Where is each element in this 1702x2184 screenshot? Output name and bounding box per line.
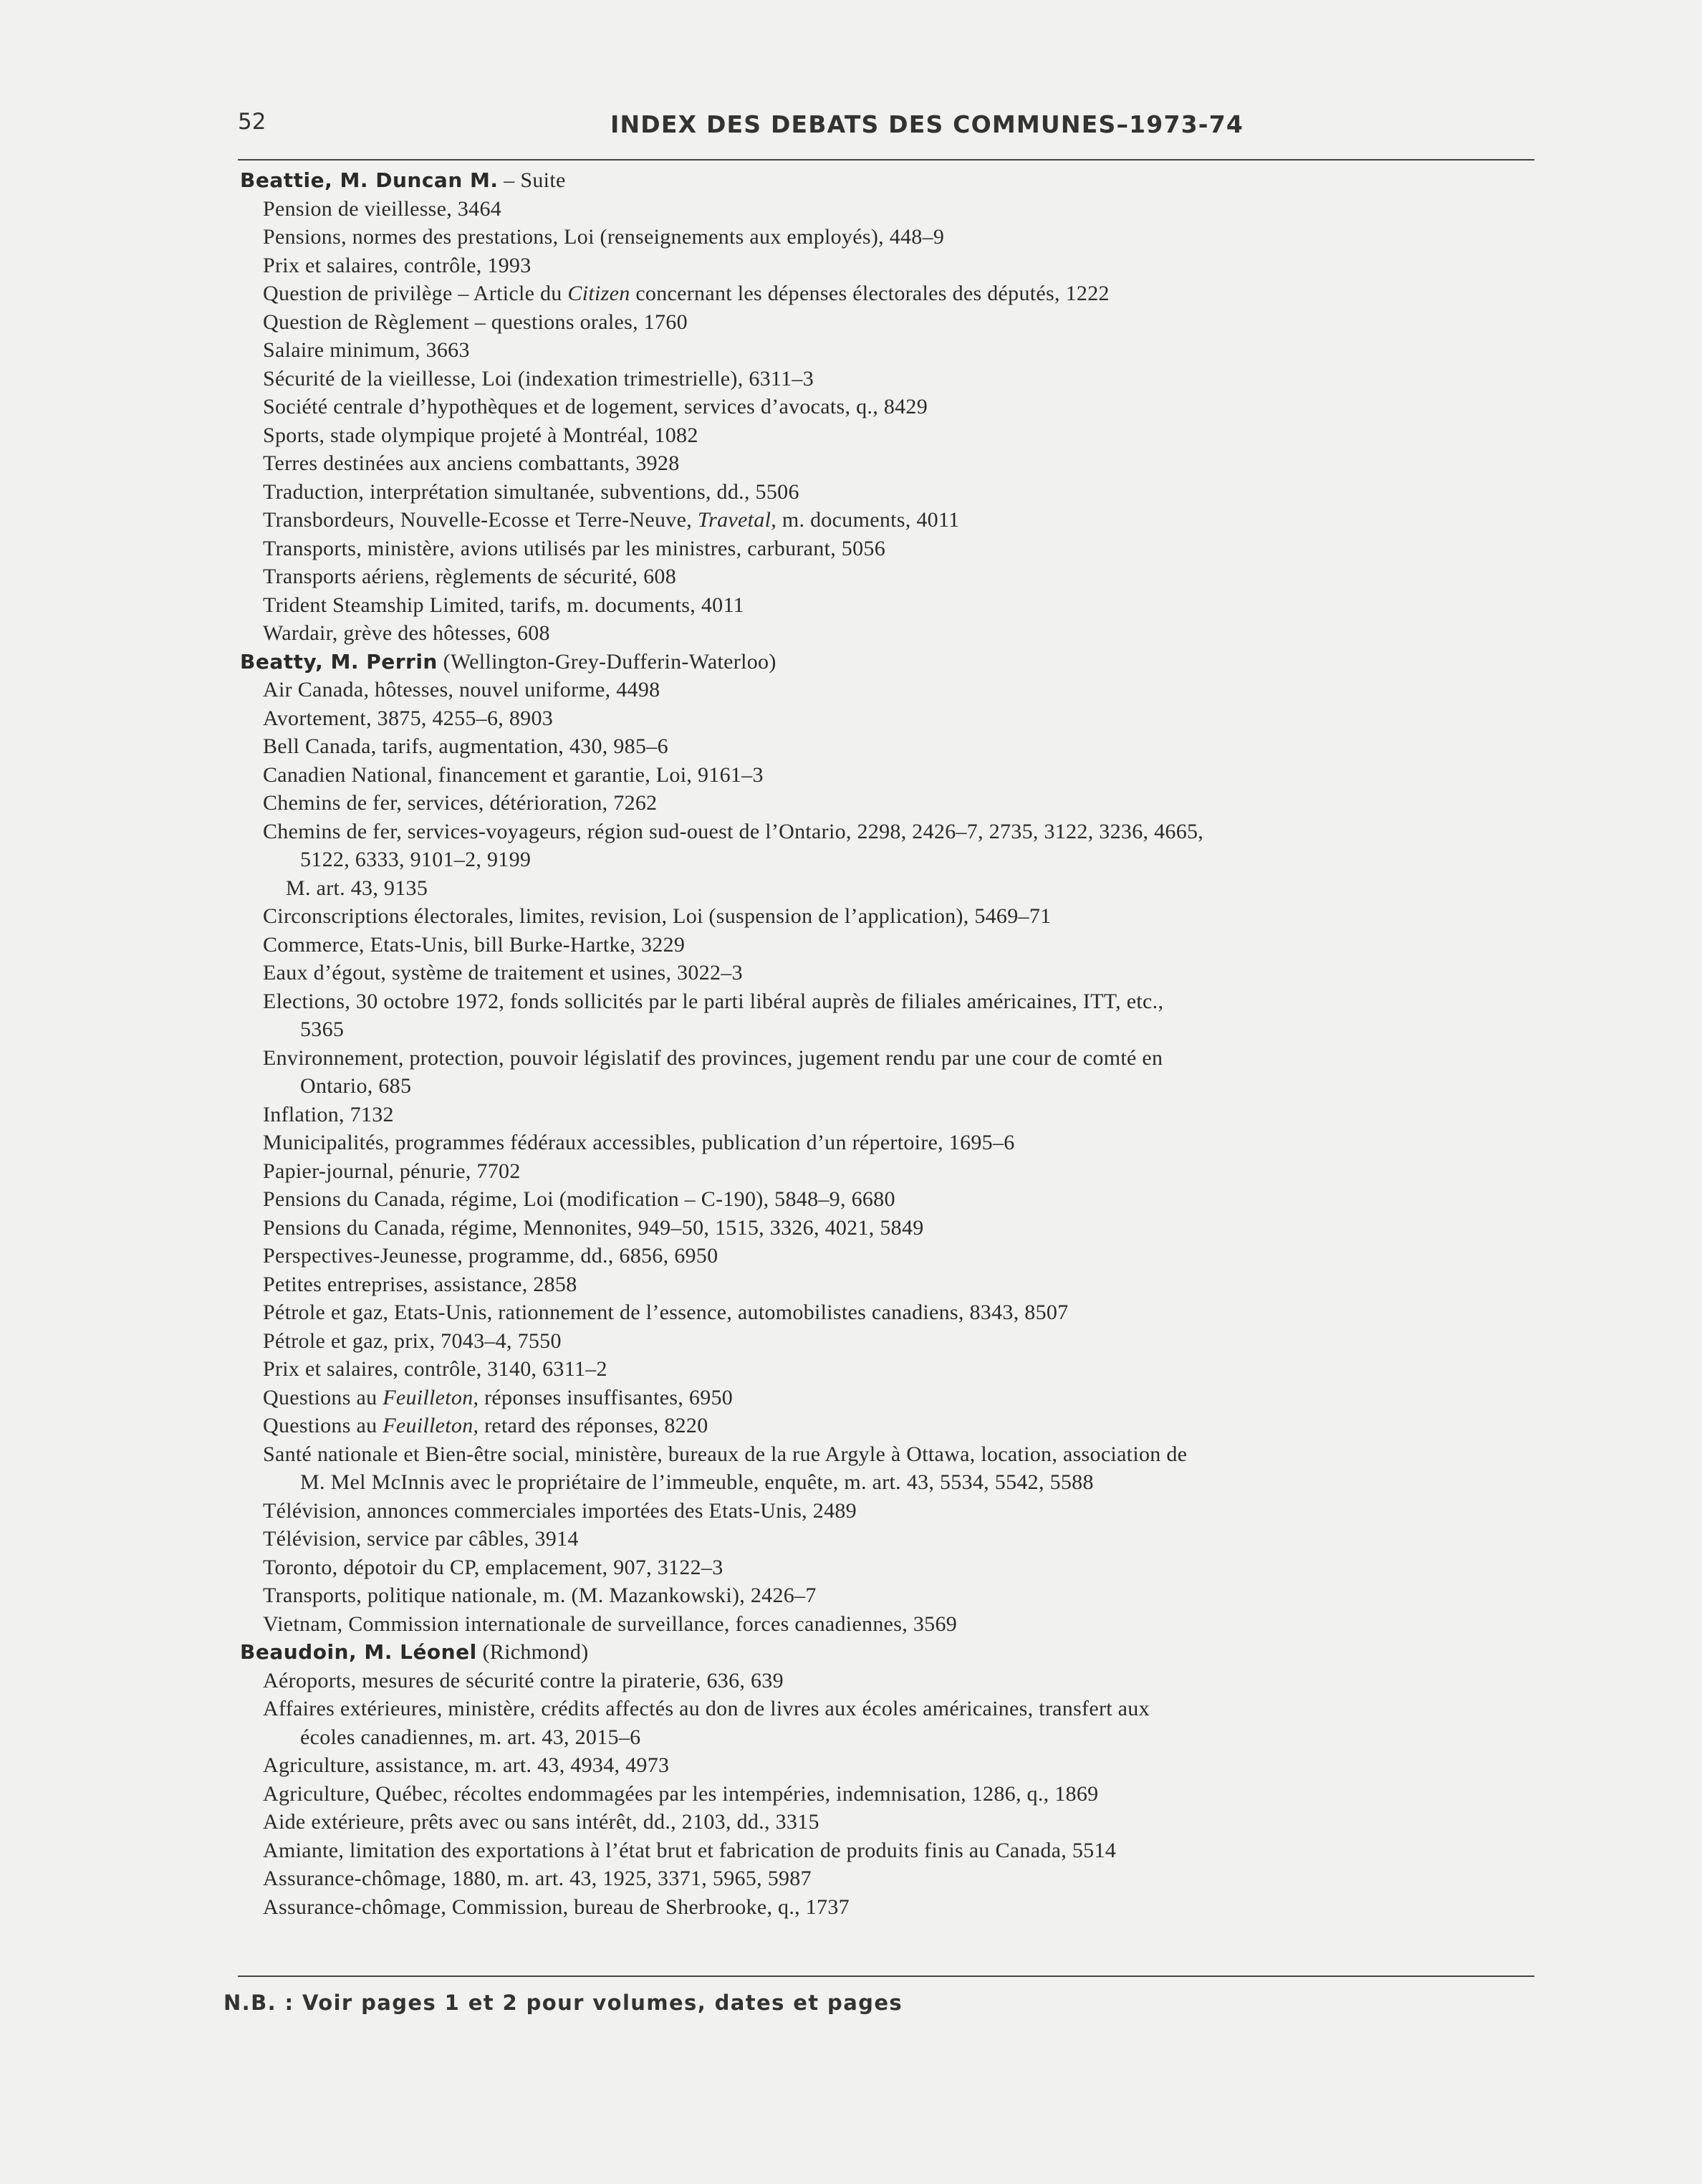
entry-text: concernant les dépenses électorales des députés, 1222 [630, 282, 1110, 305]
index-entry: Question de Règlement – questions orales, 1760 [263, 310, 688, 334]
index-entry: Toronto, dépotoir du CP, emplacement, 907, 3122–3 [263, 1555, 723, 1579]
index-heading [240, 1638, 1529, 1667]
index-entries [240, 166, 1529, 1921]
index-entry-continuation: 5122, 6333, 9101–2, 9199 [300, 848, 532, 871]
index-entry: Pensions du Canada, régime, Loi (modification – C-190), 5848–9, 6680 [263, 1187, 895, 1211]
index-entry: Assurance-chômage, Commission, bureau de Sherbrooke, q., 1737 [263, 1895, 850, 1919]
index-entry: Wardair, grève des hôtesses, 608 [263, 621, 550, 645]
index-entry: Prix et salaires, contrôle, 3140, 6311–2 [263, 1357, 607, 1381]
index-entry: Perspectives-Jeunesse, programme, dd., 6856, 6950 [263, 1244, 718, 1268]
index-entry [240, 279, 1529, 308]
footer-note: N.B. : Voir pages 1 et 2 pour volumes, dates et pages [223, 1991, 903, 2015]
index-entry: Petites entreprises, assistance, 2858 [263, 1272, 577, 1296]
index-entry: Avortement, 3875, 4255–6, 8903 [263, 706, 554, 730]
index-entry: Assurance-chômage, 1880, m. art. 43, 1925, 3371, 5965, 5987 [263, 1867, 812, 1890]
index-entry: Transports, politique nationale, m. (M. Mazankowski), 2426–7 [263, 1584, 817, 1607]
index-entry: Société centrale d’hypothèques et de logement, services d’avocats, q., 8429 [263, 395, 928, 418]
index-entry: Traduction, interprétation simultanée, subventions, dd., 5506 [263, 479, 799, 504]
page-title: INDEX DES DEBATS DES COMMUNES–1973-74 [610, 110, 1244, 138]
index-entry: Affaires extérieures, ministère, crédits affectés au don de livres aux écoles américaines, transfert aux [263, 1697, 1150, 1720]
index-entry: Inflation, 7132 [263, 1102, 394, 1126]
index-entry: Pension de vieillesse, 3464 [263, 196, 502, 221]
italic-title: Feuilleton, [383, 1385, 479, 1409]
index-entry: Amiante, limitation des exportations à l’état brut et fabrication de produits finis au Canada, 5514 [263, 1838, 1117, 1862]
index-entry: Chemins de fer, services-voyageurs, région sud-ouest de l’Ontario, 2298, 2426–7, 2735, 3122, 3236, 4665, [263, 819, 1204, 843]
entry-text: m. documents, 4011 [777, 508, 960, 532]
index-entry: Aide extérieure, prêts avec ou sans intérêt, dd., 2103, dd., 3315 [263, 1810, 819, 1834]
index-entry: Prix et salaires, contrôle, 1993 [263, 253, 532, 277]
index-heading [240, 648, 1529, 676]
italic-title: Feuilleton, [383, 1414, 479, 1437]
index-entry-continuation: M. Mel McInnis avec le propriétaire de l’immeuble, enquête, m. art. 43, 5534, 5542, 5588 [300, 1470, 1094, 1494]
index-entry: Sports, stade olympique projeté à Montréal, 1082 [263, 423, 698, 447]
member-riding: (Richmond) [476, 1640, 589, 1664]
index-entry [240, 506, 1529, 535]
index-entry: Pensions du Canada, régime, Mennonites, 949–50, 1515, 3326, 4021, 5849 [263, 1215, 924, 1240]
index-entry: Sécurité de la vieillesse, Loi (indexation trimestrielle), 6311–3 [263, 366, 814, 391]
index-entry: Agriculture, assistance, m. art. 43, 4934, 4973 [263, 1753, 670, 1777]
italic-title: Citizen [567, 282, 630, 305]
index-entry-continuation: 5365 [300, 1017, 345, 1041]
index-entry: Pétrole et gaz, Etats-Unis, rationnement de l’essence, automobilistes canadiens, 8343, 8507 [263, 1301, 1069, 1324]
member-name: Beaudoin, M. Léonel [240, 1640, 477, 1664]
index-entry-continuation: M. art. 43, 9135 [286, 876, 428, 900]
index-entry: Municipalités, programmes fédéraux accessibles, publication d’un répertoire, 1695–6 [263, 1131, 1015, 1154]
italic-title: Travetal, [697, 508, 777, 532]
page-header [238, 106, 1534, 149]
index-entry: Télévision, annonces commerciales importées des Etats-Unis, 2489 [263, 1498, 857, 1523]
index-entry: Commerce, Etats-Unis, bill Burke-Hartke, 3229 [263, 932, 686, 957]
index-entry [240, 1384, 1529, 1412]
index-entry [240, 1412, 1529, 1440]
index-entry-continuation: écoles canadiennes, m. art. 43, 2015–6 [300, 1725, 641, 1749]
index-entry: Environnement, protection, pouvoir législatif des provinces, jugement rendu par une cour de comté en [263, 1045, 1163, 1070]
index-heading [240, 166, 1529, 195]
entry-text: Question de privilège – Article du [263, 282, 568, 305]
entry-text: réponses insuffisantes, 6950 [479, 1385, 734, 1409]
member-riding: – Suite [498, 168, 566, 192]
index-entry: Elections, 30 octobre 1972, fonds sollicités par le parti libéral auprès de filiales américaines, ITT, etc., [263, 989, 1164, 1013]
index-entry: Air Canada, hôtesses, nouvel uniforme, 4498 [263, 678, 660, 701]
index-entry: Bell Canada, tarifs, augmentation, 430, 985–6 [263, 734, 668, 758]
index-entry: Salaire minimum, 3663 [263, 338, 470, 362]
member-name: Beatty, M. Perrin [240, 649, 438, 674]
index-entry: Canadien National, financement et garantie, Loi, 9161–3 [263, 762, 764, 787]
entry-text: Questions au [263, 1385, 383, 1409]
footer-rule [238, 1975, 1534, 1977]
index-entry: Pétrole et gaz, prix, 7043–4, 7550 [263, 1328, 562, 1353]
index-entry: Santé nationale et Bien-être social, ministère, bureaux de la rue Argyle à Ottawa, location, association de [263, 1442, 1188, 1466]
page-number: 52 [238, 109, 266, 135]
index-entry: Vietnam, Commission internationale de surveillance, forces canadiennes, 3569 [263, 1611, 958, 1636]
index-entry-continuation: Ontario, 685 [300, 1074, 412, 1098]
index-entry: Eaux d’égout, système de traitement et usines, 3022–3 [263, 961, 743, 985]
index-entry: Transports aériens, règlements de sécurité, 608 [263, 565, 677, 588]
index-entry: Papier-journal, pénurie, 7702 [263, 1159, 521, 1183]
index-entry: Pensions, normes des prestations, Loi (renseignements aux employés), 448–9 [263, 225, 945, 249]
entry-text: Questions au [263, 1414, 383, 1437]
header-rule [238, 159, 1534, 161]
entry-text: retard des réponses, 8220 [479, 1414, 708, 1437]
index-entry: Télévision, service par câbles, 3914 [263, 1527, 579, 1551]
index-entry: Circonscriptions électorales, limites, revision, Loi (suspension de l’application), 5469–71 [263, 904, 1052, 928]
member-name: Beattie, M. Duncan M. [240, 168, 499, 192]
index-entry: Transports, ministère, avions utilisés par les ministres, carburant, 5056 [263, 536, 886, 560]
entry-text: Transbordeurs, Nouvelle-Ecosse et Terre-Neuve, [263, 508, 698, 532]
index-entry: Terres destinées aux anciens combattants, 3928 [263, 451, 680, 475]
member-riding: (Wellington-Grey-Dufferin-Waterloo) [437, 649, 777, 674]
index-entry: Trident Steamship Limited, tarifs, m. documents, 4011 [263, 593, 744, 617]
index-entry: Chemins de fer, services, détérioration, 7262 [263, 791, 658, 815]
index-entry: Aéroports, mesures de sécurité contre la piraterie, 636, 639 [263, 1668, 784, 1692]
index-entry: Agriculture, Québec, récoltes endommagées par les intempéries, indemnisation, 1286, q., 1869 [263, 1781, 1099, 1806]
